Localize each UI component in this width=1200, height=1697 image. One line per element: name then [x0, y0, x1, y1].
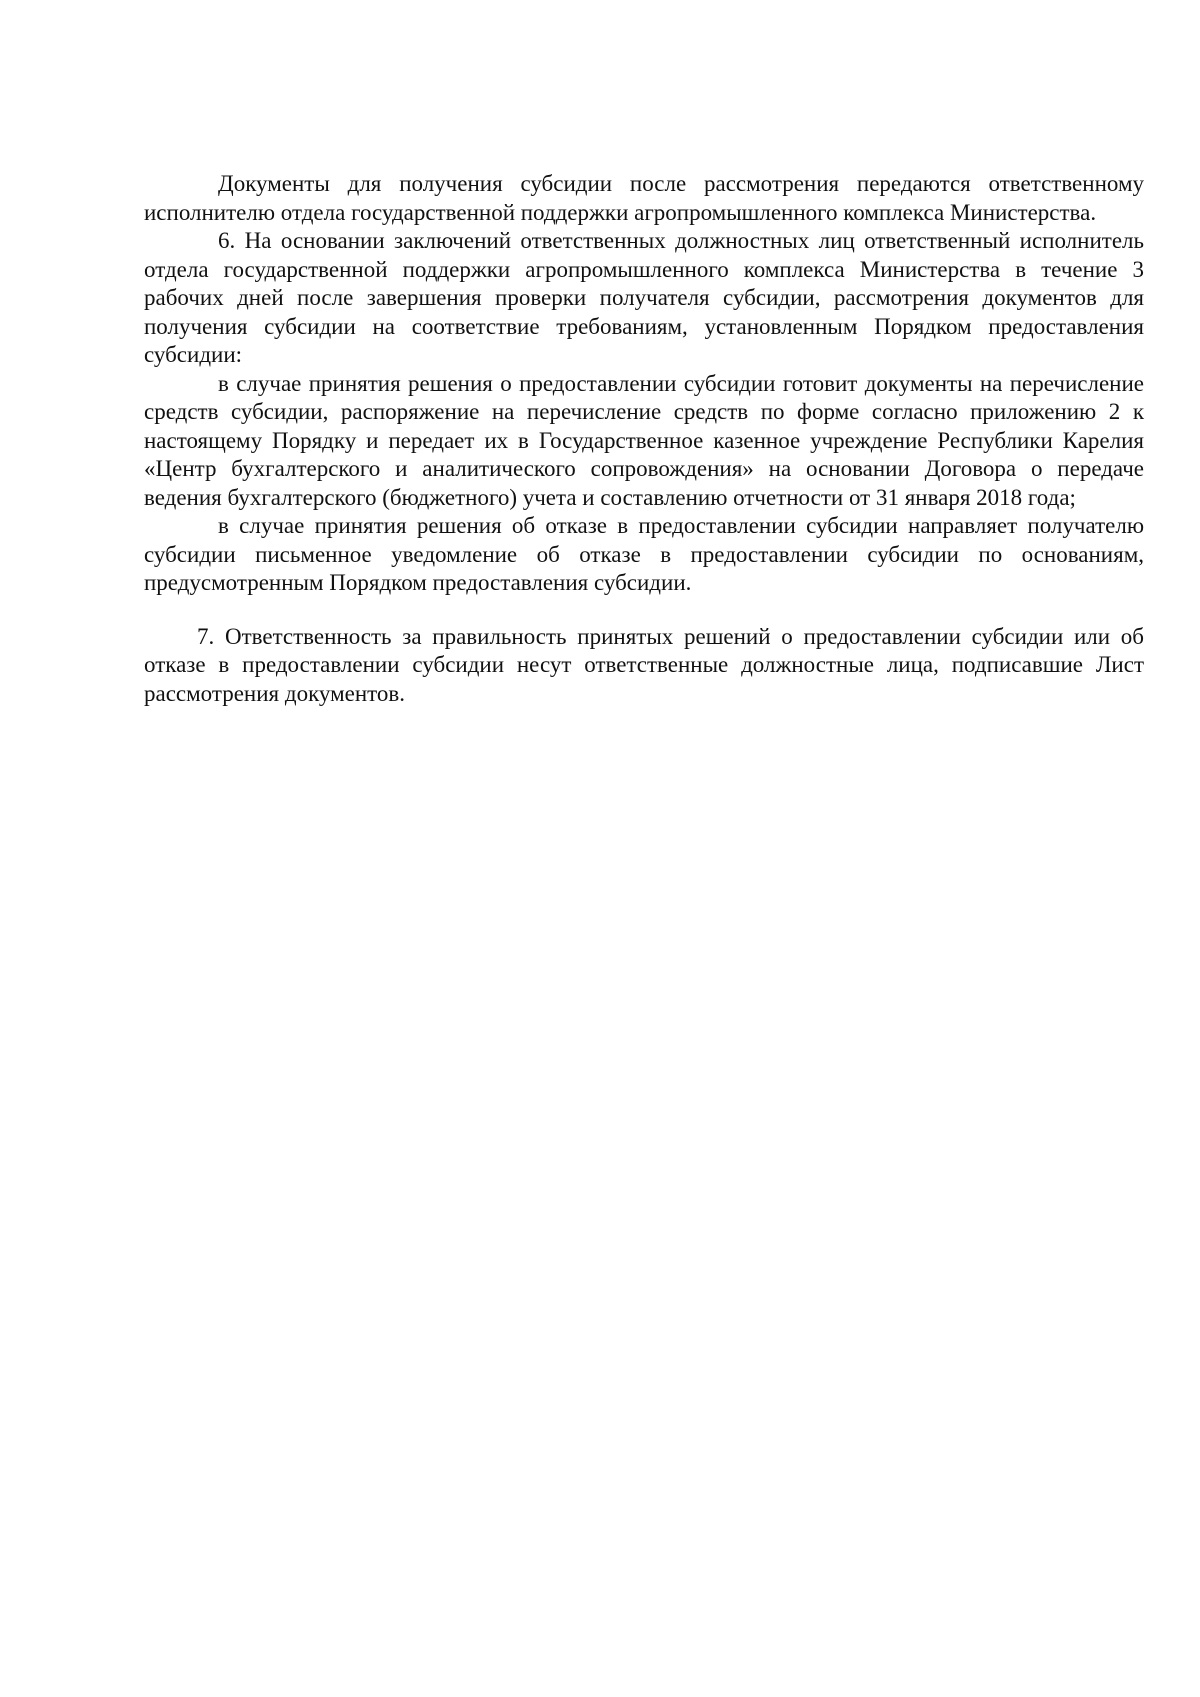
paragraph-documents-transfer: Документы для получения субсидии после рассмотрения передаются ответственному исполнителю отдела государственной поддержки агропромышленного комплекса Министерства.: [144, 171, 1144, 225]
paragraph-approval-case: в случае принятия решения о предоставлении субсидии готовит документы на перечисление средств субсидии, распоряжение на перечисление средств по форме согласно приложению 2 к настоящему Порядку и передает их в Государственное казенное учреждение Республики Карелия «Центр бухгалтерского и аналитического сопровождения» на основании Договора о передаче ведения бухгалтерского (бюджетного) учета и составлению отчетности от 31 января 2018 года;: [144, 370, 1144, 510]
paragraph-refusal-case: в случае принятия решения об отказе в предоставлении субсидии направляет получателю субсидии письменное уведомление об отказе в предоставлении субсидии по основаниям, предусмотренным Порядком предоставления субсидии.: [144, 513, 1144, 595]
paragraph-item-6: 6. На основании заключений ответственных должностных лиц ответственный исполнитель отдела государственной поддержки агропромышленного комплекса Министерства в течение 3 рабочих дней после завершения проверки получателя субсидии, рассмотрения документов для получения субсидии на соответствие требованиям, установленным Порядком предоставления субсидии:: [144, 228, 1144, 367]
paragraph-item-7: 7. Ответственность за правильность принятых решений о предоставлении субсидии или об отказе в предоставлении субсидии несут ответственные должностные лица, подписавшие Лист рассмотрения документов.: [144, 623, 1144, 706]
document-body: [144, 170, 1144, 708]
